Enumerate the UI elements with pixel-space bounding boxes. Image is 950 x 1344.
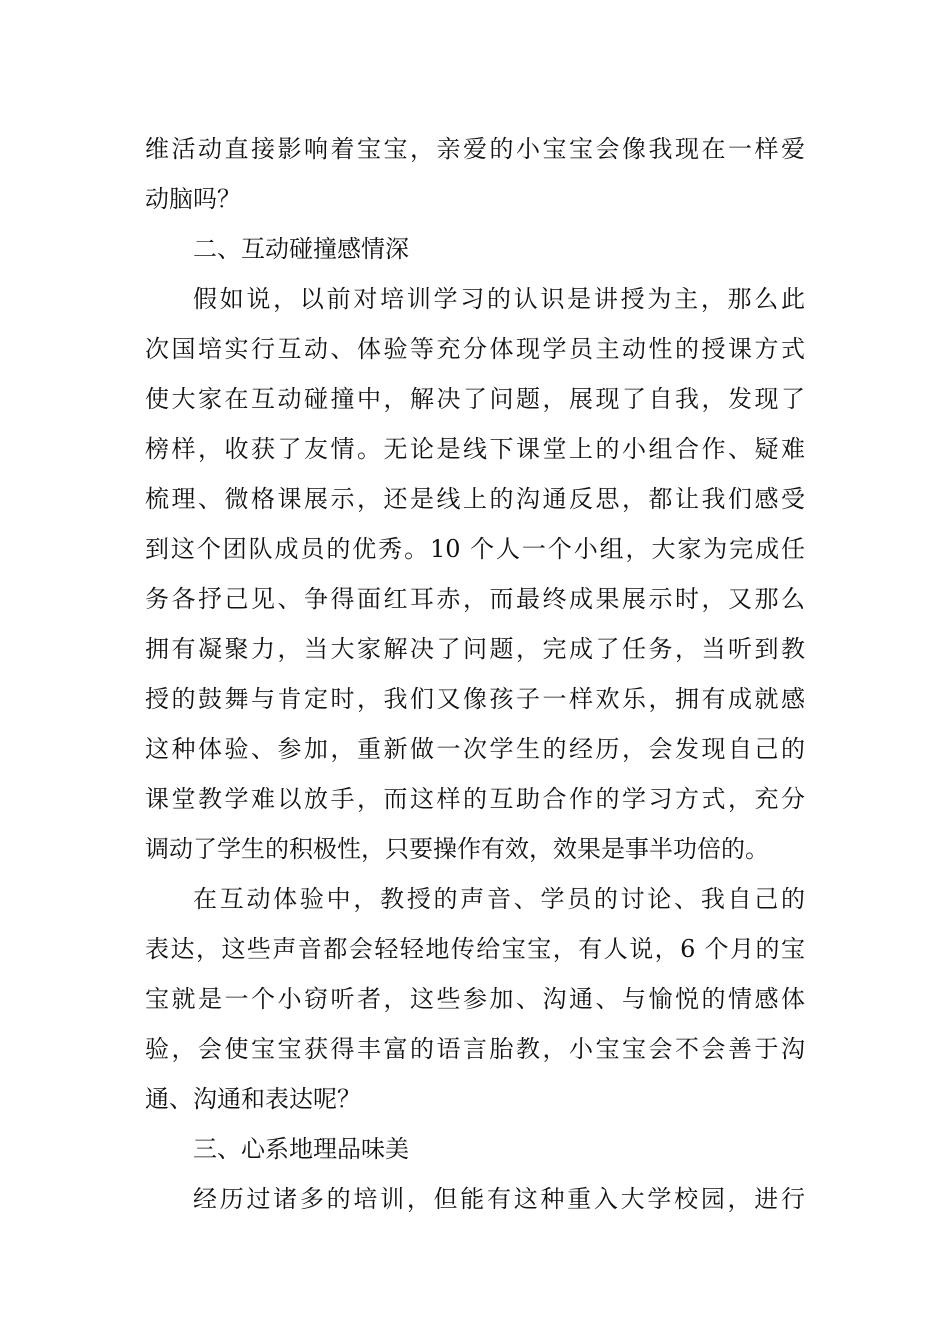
text-line: 表达，这些声音都会轻轻地传给宝宝，有人说，6 个月的宝 bbox=[145, 935, 805, 963]
text-line: 务各抒己见、争得面红耳赤，而最终成果展示时，又那么 bbox=[145, 585, 805, 613]
text-line: 调动了学生的积极性，只要操作有效，效果是事半功倍的。 bbox=[145, 835, 769, 863]
paragraph-continuation bbox=[145, 124, 805, 224]
text-line: 这种体验、参加，重新做一次学生的经历，会发现自己的 bbox=[145, 735, 805, 763]
text-line: 次国培实行互动、体验等充分体现学员主动性的授课方式 bbox=[145, 335, 805, 363]
text-line: 拥有凝聚力，当大家解决了问题，完成了任务，当听到教 bbox=[145, 635, 805, 663]
text-line: 榜样，收获了友情。无论是线下课堂上的小组合作、疑难 bbox=[145, 435, 805, 463]
text-line: 在互动体验中，教授的声音、学员的讨论、我自己的 bbox=[193, 885, 805, 913]
text-line: 验，会使宝宝获得丰富的语言胎教，小宝宝会不会善于沟 bbox=[145, 1035, 805, 1063]
paragraph-experience bbox=[145, 874, 805, 1124]
section-heading-3 bbox=[145, 1124, 805, 1174]
text-line: 维活动直接影响着宝宝，亲爱的小宝宝会像我现在一样爱 bbox=[145, 135, 805, 163]
text-line: 经历过诸多的培训，但能有这种重入大学校园，进行 bbox=[193, 1185, 805, 1213]
text-line: 宝就是一个小窃听者，这些参加、沟通、与愉悦的情感体 bbox=[145, 985, 805, 1013]
paragraph-interaction bbox=[145, 274, 805, 874]
section-heading-2 bbox=[145, 224, 805, 274]
heading-text: 三、心系地理品味美 bbox=[193, 1135, 409, 1163]
heading-text: 二、互动碰撞感情深 bbox=[193, 235, 409, 263]
document-body bbox=[145, 124, 805, 1224]
paragraph-training bbox=[145, 1174, 805, 1224]
text-line: 授的鼓舞与肯定时，我们又像孩子一样欢乐，拥有成就感 bbox=[145, 685, 805, 713]
text-line: 通、沟通和表达呢？ bbox=[145, 1085, 361, 1113]
text-line: 梳理、微格课展示，还是线上的沟通反思，都让我们感受 bbox=[145, 485, 805, 513]
text-line: 假如说，以前对培训学习的认识是讲授为主，那么此 bbox=[193, 285, 805, 313]
text-line: 使大家在互动碰撞中，解决了问题，展现了自我，发现了 bbox=[145, 385, 805, 413]
text-line: 动脑吗？ bbox=[145, 185, 241, 213]
text-line: 课堂教学难以放手，而这样的互助合作的学习方式，充分 bbox=[145, 785, 805, 813]
text-line: 到这个团队成员的优秀。10 个人一个小组，大家为完成任 bbox=[145, 535, 805, 563]
